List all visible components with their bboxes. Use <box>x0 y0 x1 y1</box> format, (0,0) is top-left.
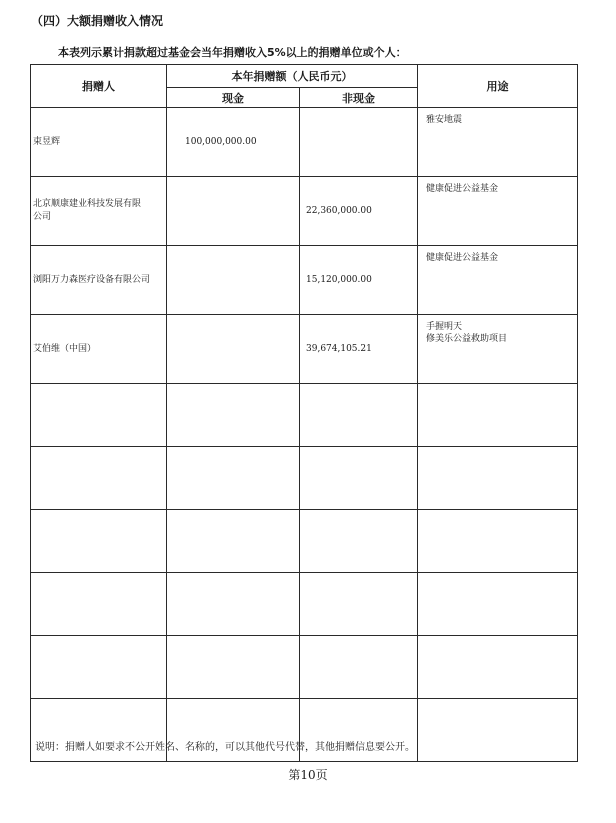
cash-cell <box>167 177 300 246</box>
empty-cell <box>300 447 418 510</box>
cash-cell: 100,000,000.00 <box>167 108 300 177</box>
purpose-text: 雅安地震 <box>426 115 463 125</box>
donor-name: 北京顺康建业科技发展有限 <box>33 199 142 209</box>
empty-cell <box>167 573 300 636</box>
donor-cell <box>31 108 167 177</box>
empty-cell <box>418 573 578 636</box>
purpose-cell <box>418 315 578 384</box>
cash-cell <box>167 315 300 384</box>
donations-table <box>30 64 578 762</box>
header-amount-group: 本年捐赠额（人民币元） <box>167 65 418 88</box>
table-row <box>31 246 578 315</box>
purpose-cell <box>418 108 578 177</box>
empty-row <box>31 573 578 636</box>
empty-row <box>31 636 578 699</box>
table-intro: 本表列示累计捐款超过基金会当年捐赠收入5%以上的捐赠单位或个人： <box>58 46 407 59</box>
purpose-text: 健康促进公益基金 <box>426 184 499 194</box>
empty-cell <box>31 447 167 510</box>
page-number: 第10页 <box>288 768 328 782</box>
donor-cell <box>31 246 167 315</box>
footnote: 说明：捐赠人如要求不公开姓名、名称的，可以其他代号代替，其他捐赠信息要公开。 <box>35 742 415 753</box>
purpose-text-line2: 修美乐公益救助项目 <box>426 334 508 344</box>
donor-name: 浏阳万力森医疗设备有限公司 <box>33 274 151 285</box>
header-noncash: 非现金 <box>300 88 418 108</box>
empty-cell <box>300 384 418 447</box>
donor-name: 束昱辉 <box>33 136 61 147</box>
empty-cell <box>167 447 300 510</box>
header-purpose: 用途 <box>418 65 578 108</box>
purpose-cell <box>418 246 578 315</box>
donor-name-line2: 公司 <box>33 212 52 222</box>
empty-cell <box>300 636 418 699</box>
section-title: （四）大额捐赠收入情况 <box>31 14 164 28</box>
table-row <box>31 177 578 246</box>
empty-cell <box>418 447 578 510</box>
donor-name: 艾伯维（中国） <box>33 343 97 354</box>
table-row <box>31 315 578 384</box>
donor-cell <box>31 315 167 384</box>
empty-cell <box>167 384 300 447</box>
header-donor: 捐赠人 <box>31 65 167 108</box>
noncash-cell: 15,120,000.00 <box>300 246 418 315</box>
empty-cell <box>167 636 300 699</box>
empty-cell <box>300 573 418 636</box>
empty-cell <box>31 384 167 447</box>
header-cash: 现金 <box>167 88 300 108</box>
donor-cell <box>31 177 167 246</box>
empty-cell <box>300 510 418 573</box>
purpose-text: 健康促进公益基金 <box>426 253 499 263</box>
noncash-cell: 39,674,105.21 <box>300 315 418 384</box>
empty-row <box>31 384 578 447</box>
empty-cell <box>418 384 578 447</box>
noncash-cell <box>300 108 418 177</box>
purpose-text: 手握明天 <box>426 322 463 332</box>
cash-cell <box>167 246 300 315</box>
empty-row <box>31 447 578 510</box>
empty-cell <box>418 699 578 762</box>
empty-cell <box>418 510 578 573</box>
table-row <box>31 108 578 177</box>
empty-cell <box>31 573 167 636</box>
empty-cell <box>418 636 578 699</box>
empty-cell <box>31 510 167 573</box>
empty-cell <box>31 636 167 699</box>
purpose-cell <box>418 177 578 246</box>
empty-cell <box>167 510 300 573</box>
empty-row <box>31 510 578 573</box>
noncash-cell: 22,360,000.00 <box>300 177 418 246</box>
